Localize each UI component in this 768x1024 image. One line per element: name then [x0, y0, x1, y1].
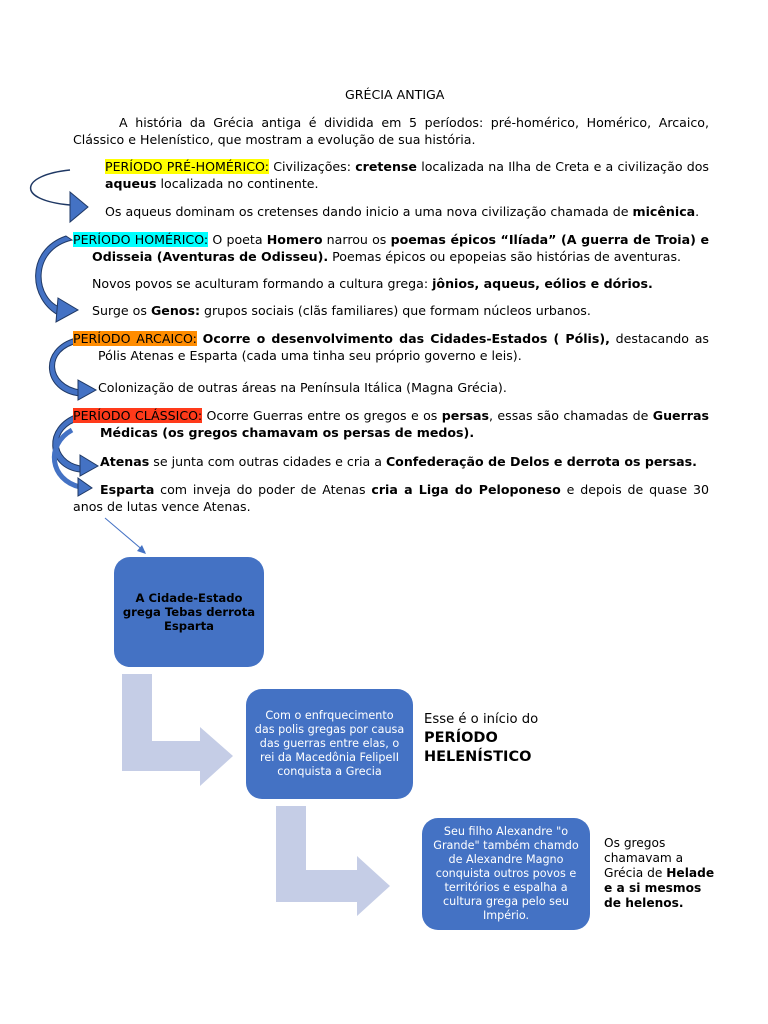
text-bold: Ocorre o desenvolvimento das Cidades-Estados ( Pólis), — [202, 331, 610, 346]
text: O poeta — [208, 232, 267, 247]
text-bold: Atenas — [100, 454, 150, 469]
text-bold: Genos: — [150, 303, 200, 318]
homerico-p3 — [92, 302, 591, 319]
flow-box-1 — [114, 557, 264, 667]
curved-arrow-4-head — [80, 455, 98, 476]
text-bold: Helade e a si mesmos de helenos. — [604, 866, 715, 910]
arcaico-label: PERÍODO ARCAICO: — [73, 331, 197, 346]
text: Surge os — [92, 303, 151, 318]
flow-box-2 — [246, 689, 413, 799]
flow-arrow-1 — [122, 674, 233, 786]
flow-box-2-text: Com o enfrquecimento das polis gregas por causa das guerras entre elas, o rei da Macedônia FelipeII conquista a Grecia — [254, 709, 405, 778]
helenistico-title: PERÍODO HELENÍSTICO — [424, 730, 532, 765]
text: . — [695, 204, 700, 219]
classico-label: PERÍODO CLÁSSICO: — [73, 408, 203, 423]
text: localizada no continente. — [156, 176, 319, 191]
text: Ocorre Guerras entre os gregos e os — [202, 408, 442, 423]
text: e depois de quase 30 anos de lutas vence Atenas. — [73, 482, 709, 514]
text-bold: Confederação de Delos e derrota os persas. — [385, 454, 697, 469]
text: , essas são chamadas de — [489, 408, 653, 423]
arcaico-p2: Colonização de outras áreas na Península Itálica (Magna Grécia). — [98, 380, 507, 395]
text: destacando as Pólis Atenas e Esparta (cada uma tinha seu próprio governo e leis). — [98, 331, 709, 363]
text-bold: persas — [441, 408, 490, 423]
helenistico-note-line: Esse é o início do — [424, 712, 539, 727]
classico-p3 — [73, 481, 709, 515]
classico-p2 — [100, 453, 697, 470]
text: Os aqueus dominam os cretenses dando inicio a uma nova civilização chamada de — [105, 204, 633, 219]
homerico-p1 — [73, 231, 709, 265]
classico-p1 — [73, 407, 709, 441]
text-bold: Homero — [266, 232, 323, 247]
curved-arrow-2-head — [56, 298, 78, 322]
homerico-p2 — [92, 275, 653, 292]
text: grupos sociais (clãs familiares) que formam núcleos urbanos. — [199, 303, 591, 318]
text: Poemas épicos ou epopeias são histórias de aventuras. — [328, 249, 682, 264]
text-bold: poemas épicos “Ilíada” (A guerra de Troia) e Odisseia (Aventuras de Odisseu). — [92, 232, 709, 264]
helenistico-note — [424, 711, 544, 767]
pre-homerico-label: PERÍODO PRÉ-HOMÉRICO: — [105, 159, 269, 174]
intro-paragraph: A história da Grécia antiga é dividida em 5 períodos: pré-homérico, Homérico, Arcaico, Clássico e Helenístico, que mostram a evolução de sua história. — [73, 115, 709, 147]
text-bold: aqueus — [105, 176, 157, 191]
text-bold: Esparta — [100, 482, 155, 497]
pre-homerico-p2 — [105, 203, 709, 220]
flow-box-3 — [422, 818, 590, 930]
arcaico-p1 — [73, 330, 709, 364]
text: se junta com outras cidades e cria a — [149, 454, 386, 469]
helade-note — [604, 836, 720, 911]
page-title: GRÉCIA ANTIGA — [345, 87, 445, 102]
curved-arrow-3-head — [78, 380, 96, 400]
pre-homerico-p1 — [105, 158, 709, 192]
text: Novos povos se aculturam formando a cultura grega: — [92, 276, 433, 291]
text-bold: Guerras Médicas (os gregos chamavam os persas de medos). — [100, 408, 710, 440]
text: localizada na Ilha de Creta e a civilização dos — [416, 159, 709, 174]
text: Os gregos chamavam a Grécia de — [604, 836, 684, 880]
curved-arrow-1-head — [70, 192, 88, 222]
curved-arrow-1 — [31, 170, 70, 205]
text-bold: cria a Liga do Peloponeso — [371, 482, 561, 497]
flow-arrow-2 — [276, 806, 390, 916]
text: com inveja do poder de Atenas — [154, 482, 372, 497]
flow-box-1-text: A Cidade-Estado grega Tebas derrota Esparta — [122, 591, 256, 633]
homerico-label: PERÍODO HOMÉRICO: — [73, 232, 209, 247]
text: narrou os — [322, 232, 391, 247]
text: Civilizações: — [269, 159, 356, 174]
pointer-line — [105, 518, 145, 552]
text-bold: jônios, aqueus, eólios e dórios. — [432, 276, 653, 291]
text-bold: micênica — [632, 204, 696, 219]
text-bold: cretense — [355, 159, 417, 174]
flow-box-3-text: Seu filho Alexandre "o Grande" também chamdo de Alexandre Magno conquista outros povos e territórios e espalha a cultura grega pelo seu Império. — [433, 825, 579, 922]
